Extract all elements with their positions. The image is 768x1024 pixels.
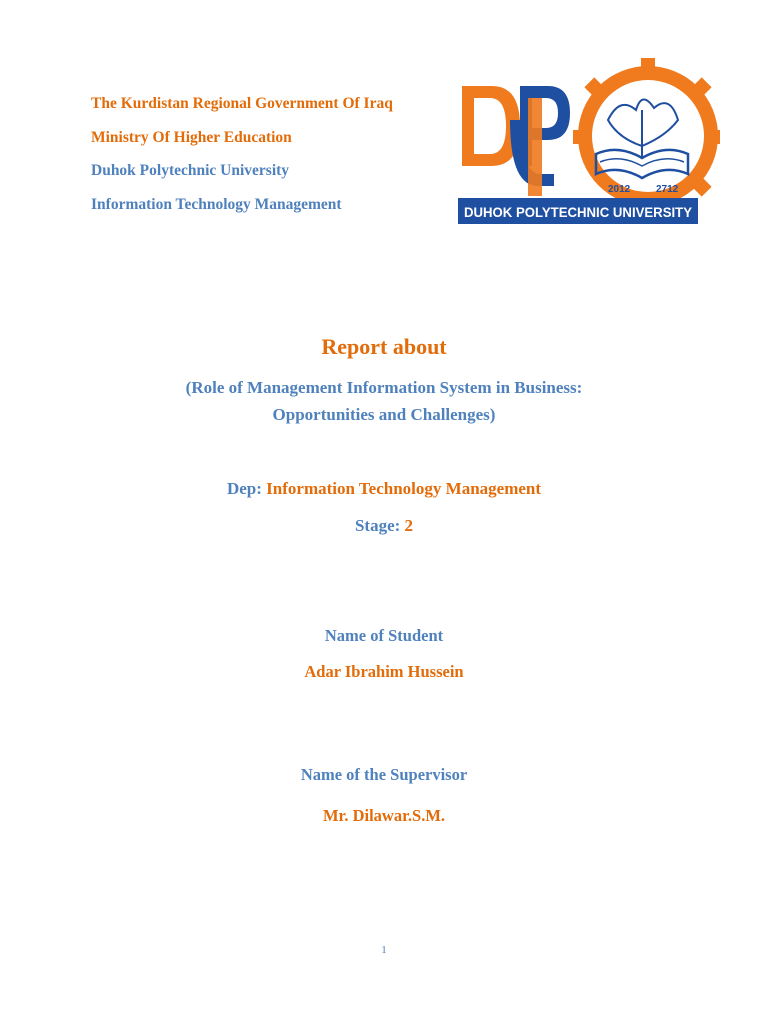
stage-value: 2 [404, 516, 414, 535]
report-title: Report about [321, 334, 447, 359]
page-number: 1 [381, 944, 387, 956]
logo-banner-text: DUHOK POLYTECHNIC UNIVERSITY [464, 205, 692, 220]
stage-label: Stage: [354, 516, 405, 535]
department-value: Information Technology Management [266, 479, 542, 498]
header-line-government: The Kurdistan Regional Government Of Iraq [91, 95, 393, 112]
header-line-department: Information Technology Management [91, 196, 342, 213]
supervisor-label: Name of the Supervisor [300, 765, 468, 784]
supervisor-name: Mr. Dilawar.S.M. [322, 806, 446, 825]
student-label: Name of Student [324, 626, 444, 645]
logo-year-left: 2012 [608, 184, 631, 195]
gear-icon [573, 58, 720, 206]
dp-letters-icon [462, 86, 570, 196]
department-label: Dep: [226, 479, 267, 498]
report-subtitle-line-1: (Role of Management Information System in Business: [185, 378, 583, 397]
header-line-ministry: Ministry Of Higher Education [91, 129, 292, 146]
department-line [0, 479, 768, 499]
header-line-university: Duhok Polytechnic University [91, 162, 290, 179]
university-logo [458, 58, 720, 228]
logo-year-right: 2712 [656, 184, 679, 195]
report-subtitle-line-2: Opportunities and Challenges) [272, 405, 496, 424]
stage-line [0, 516, 768, 536]
student-name: Adar Ibrahim Hussein [304, 662, 464, 681]
